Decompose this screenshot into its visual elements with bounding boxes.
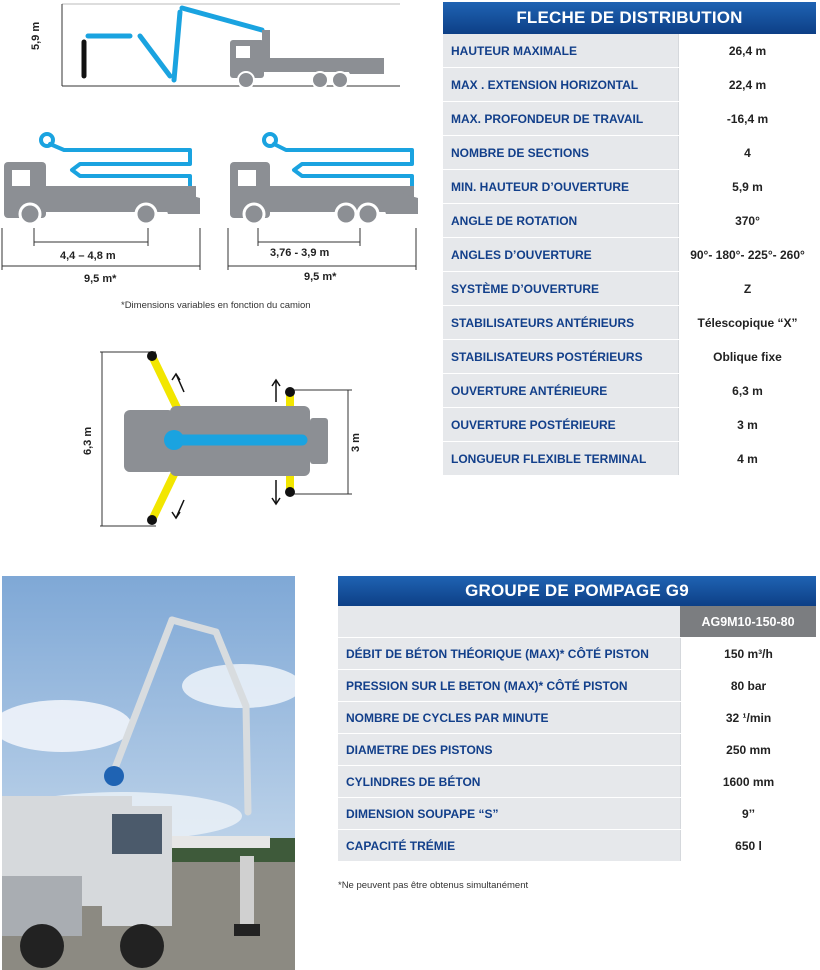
pump-model-spacer (338, 606, 680, 637)
rear-opening-dim: 3 m (350, 433, 362, 452)
row-label: MIN. HAUTEUR D’OUVERTURE (443, 170, 678, 203)
left-inner-dim: 4,4 – 4,8 m (60, 250, 116, 262)
table-row (443, 238, 816, 272)
pump-footnote: *Ne peuvent pas être obtenus simultanément (338, 880, 529, 891)
row-label: SYSTÈME D’OUVERTURE (443, 272, 678, 305)
pump-spec-table (338, 576, 816, 862)
table-row (443, 102, 816, 136)
table-row (338, 830, 816, 862)
table-row (443, 34, 816, 68)
row-value: 80 bar (680, 670, 816, 701)
row-value: 5,9 m (678, 170, 816, 203)
boom-spec-table (443, 2, 816, 476)
table-row (338, 638, 816, 670)
row-label: MAX. PROFONDEUR DE TRAVAIL (443, 102, 678, 135)
row-value: 1600 mm (680, 766, 816, 797)
table-row (338, 798, 816, 830)
top-height-label: 5,9 m (30, 21, 42, 50)
row-value: 370° (678, 204, 816, 237)
row-value: 9’’ (680, 798, 816, 829)
row-value: Oblique fixe (678, 340, 816, 373)
row-label: DIMENSION SOUPAPE “S” (338, 798, 680, 829)
row-label: PRESSION SUR LE BETON (MAX)* CÔTÉ PISTON (338, 670, 680, 701)
row-value: 4 (678, 136, 816, 169)
pump-table-title: GROUPE DE POMPAGE G9 (338, 576, 816, 606)
boom-table-title: FLECHE DE DISTRIBUTION (443, 2, 816, 34)
table-row (443, 204, 816, 238)
row-label: STABILISATEURS POSTÉRIEURS (443, 340, 678, 373)
row-label: NOMBRE DE SECTIONS (443, 136, 678, 169)
table-row (338, 766, 816, 798)
table-row (443, 306, 816, 340)
row-value: 3 m (678, 408, 816, 441)
row-label: NOMBRE DE CYCLES PAR MINUTE (338, 702, 680, 733)
boom-folded-diagram (0, 0, 420, 100)
row-label: MAX . EXTENSION HORIZONTAL (443, 68, 678, 101)
table-row (443, 272, 816, 306)
front-opening-dim: 6,3 m (82, 426, 94, 455)
table-row (443, 136, 816, 170)
row-value: 4 m (678, 442, 816, 475)
table-row (443, 340, 816, 374)
row-label: LONGUEUR FLEXIBLE TERMINAL (443, 442, 678, 475)
row-label: HAUTEUR MAXIMALE (443, 34, 678, 67)
right-inner-dim: 3,76 - 3,9 m (270, 247, 330, 259)
table-row (338, 670, 816, 702)
row-label: OUVERTURE ANTÉRIEURE (443, 374, 678, 407)
right-outer-dim: 9,5 m* (304, 271, 337, 283)
row-label: CYLINDRES DE BÉTON (338, 766, 680, 797)
table-row (443, 374, 816, 408)
table-row (443, 68, 816, 102)
left-outer-dim: 9,5 m* (84, 273, 117, 285)
row-label: ANGLE DE ROTATION (443, 204, 678, 237)
boom-table-body (443, 34, 816, 476)
row-label: STABILISATEURS ANTÉRIEURS (443, 306, 678, 339)
dimensions-footnote: *Dimensions variables en fonction du camion (121, 300, 311, 311)
pump-table-body (338, 638, 816, 862)
pump-truck-photo (2, 576, 295, 970)
table-row (338, 734, 816, 766)
stabilizer-top-view (80, 340, 370, 540)
row-value: Z (678, 272, 816, 305)
table-row (338, 702, 816, 734)
row-value: 22,4 m (678, 68, 816, 101)
row-label: DIAMETRE DES PISTONS (338, 734, 680, 765)
row-label: OUVERTURE POSTÉRIEURE (443, 408, 678, 441)
row-value: 6,3 m (678, 374, 816, 407)
table-row (443, 170, 816, 204)
row-value: Télescopique “X” (678, 306, 816, 339)
row-value: 650 l (680, 830, 816, 861)
row-value: 250 mm (680, 734, 816, 765)
row-label: ANGLES D’OUVERTURE (443, 238, 678, 271)
table-row (443, 442, 816, 476)
row-value: 90°- 180°- 225°- 260° (678, 238, 816, 271)
row-value: 26,4 m (678, 34, 816, 67)
row-label: CAPACITÉ TRÉMIE (338, 830, 680, 861)
table-row (443, 408, 816, 442)
pump-model-label: AG9M10-150-80 (680, 606, 816, 637)
row-value: -16,4 m (678, 102, 816, 135)
pump-model-row (338, 606, 816, 638)
row-label: DÉBIT DE BÉTON THÉORIQUE (MAX)* CÔTÉ PISTON (338, 638, 680, 669)
row-value: 150 m³/h (680, 638, 816, 669)
row-value: 32 ¹/min (680, 702, 816, 733)
